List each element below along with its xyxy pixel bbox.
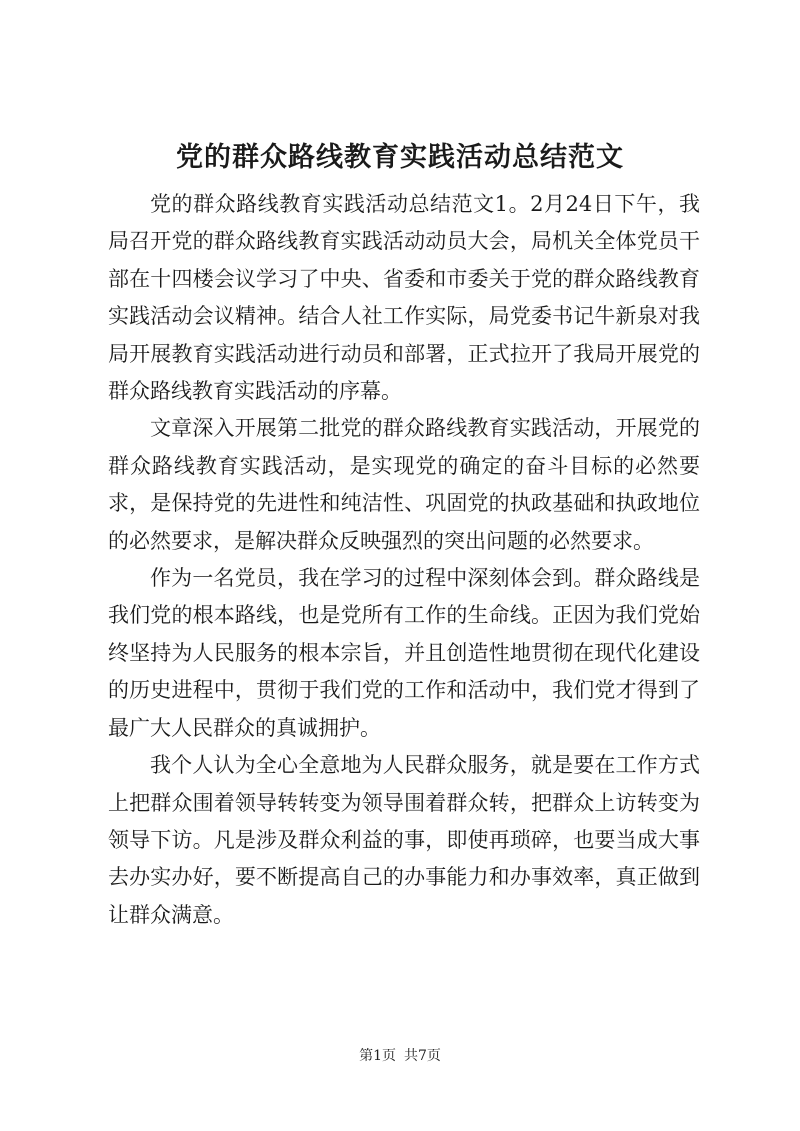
paragraph-4: 我个人认为全心全意地为人民群众服务，就是要在工作方式上把群众围着领导转转变为领导围着群众转，把群众上访转变为领导下访。凡是涉及群众利益的事，即使再琐碎，也要当成大事去办实办好，要不断提高自己的办事能力和办事效率，真正做到让群众满意。 <box>108 753 700 927</box>
document-title: 党的群众路线教育实践活动总结范文 <box>176 142 624 173</box>
document-body <box>108 186 700 934</box>
paragraph-2: 文章深入开展第二批党的群众路线教育实践活动，开展党的群众路线教育实践活动，是实现党的确定的奋斗目标的必然要求，是保持党的先进性和纯洁性、巩固党的执政基础和执政地位的必然要求，是解决群众反映强烈的突出问题的必然要求。 <box>108 416 700 553</box>
page-number: 第1页 <box>359 1048 396 1064</box>
paragraph-1: 党的群众路线教育实践活动总结范文1。2月24日下午，我局召开党的群众路线教育实践活动动员大会，局机关全体党员干部在十四楼会议学习了中央、省委和市委关于党的群众路线教育实践活动会议精神。结合人社工作实际，局党委书记牛新泉对我局开展教育实践活动进行动员和部署，正式拉开了我局开展党的群众路线教育实践活动的序幕。 <box>108 192 700 404</box>
page-total: 共7页 <box>404 1048 441 1064</box>
page-footer <box>0 1046 800 1066</box>
paragraph-3: 作为一名党员，我在学习的过程中深刻体会到。群众路线是我们党的根本路线，也是党所有工作的生命线。正因为我们党始终坚持为人民服务的根本宗旨，并且创造性地贯彻在现代化建设的历史进程中，贯彻于我们党的工作和活动中，我们党才得到了最广大人民群众的真诚拥护。 <box>108 566 700 740</box>
